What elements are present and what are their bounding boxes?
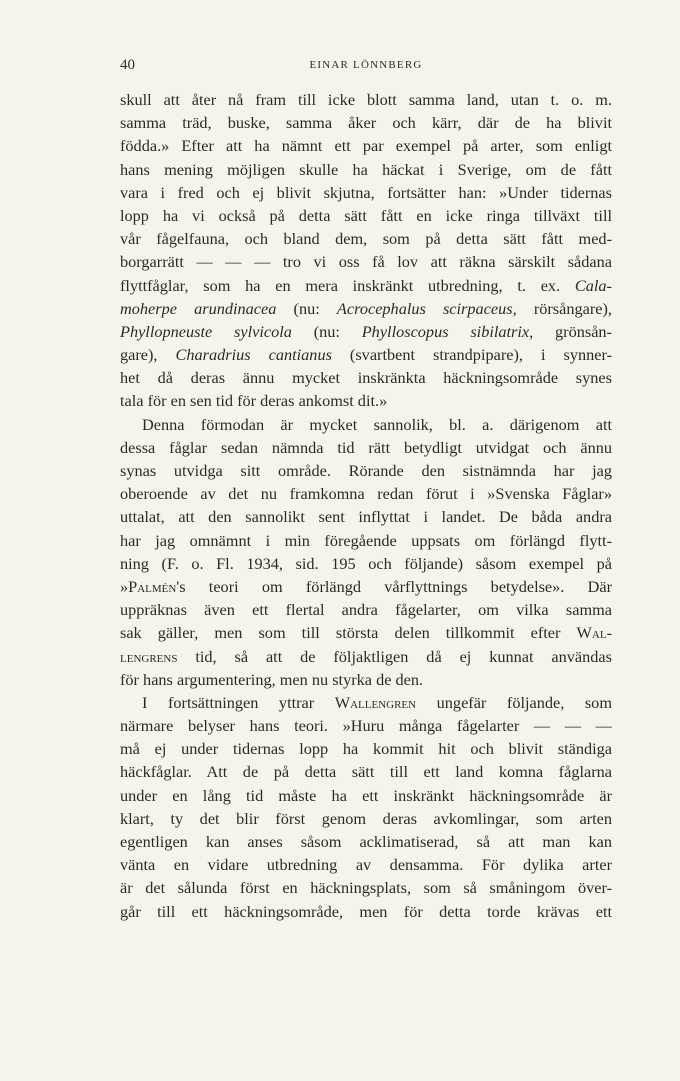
- text-line: egentligen kan anses såsom acklimatiserad, så att man kan: [120, 832, 612, 851]
- text-line: tala för en sen tid för deras ankomst dit.»: [120, 391, 388, 411]
- species-name: Charadrius cantianus: [175, 345, 332, 365]
- text-line: har jag omnämnt i min föregående uppsats om förlängd flytt-: [120, 530, 612, 550]
- body-text: [120, 88, 612, 923]
- text-run: »: [120, 576, 129, 596]
- text-line: synas utvidga sitt område. Rörande den sistnämnda har jag: [120, 461, 612, 480]
- text-line: häckfåglar. Att de på detta sätt till ett land komna fåglarna: [120, 762, 612, 782]
- text-run: (nu:: [313, 321, 340, 341]
- text-line: dessa fåglar sedan nämnda tid rätt betydligt utvidgat och ännu: [120, 437, 612, 457]
- text-line: het då deras ännu mycket inskränkta häckningsområde synes: [120, 368, 612, 388]
- author-name: Wal-: [576, 623, 612, 643]
- text-line: ning (F. o. Fl. 1934, sid. 195 och följande) såsom exempel på: [120, 553, 612, 573]
- text-line: [120, 343, 612, 366]
- text-line: [120, 274, 612, 297]
- species-name: Cala-: [574, 275, 612, 295]
- text-line: närmare belyser hans teori. »Huru många fågelarter — — —: [120, 716, 612, 736]
- text-line: [120, 621, 612, 644]
- text-run: rörsångare),: [533, 298, 612, 318]
- text-line: uttalat, att den sannolikt sent inflyttat i landet. De båda andra: [120, 507, 612, 527]
- author-name: lengrens: [120, 646, 178, 666]
- text-run: gare),: [120, 345, 158, 365]
- text-line: för hans argumentering, men nu styrka de den.: [120, 669, 424, 689]
- text-line: går till ett häckningsområde, men för detta torde krävas ett: [120, 901, 612, 921]
- page-number: 40: [120, 57, 135, 73]
- text-run: tid, så att de följaktligen då ej kunnat användas: [195, 646, 612, 666]
- text-line: hans mening möjligen skulle ha häckat i Sverige, om de fått: [120, 159, 612, 179]
- author-name: Wallengren: [334, 692, 417, 712]
- text-line: [120, 575, 612, 598]
- text-line: vår fågelfauna, och bland dem, som på detta sätt fått med-: [120, 229, 612, 249]
- text-line: borgarrätt — — — tro vi oss få lov att räkna särskilt sådana: [120, 252, 612, 272]
- species-name: Phylloscopus sibilatrix,: [361, 321, 534, 341]
- text-run: 's teori om förlängd vårflyttnings betydelse». Där: [176, 576, 612, 596]
- text-line: skull att åter nå fram till icke blott samma land, utan t. o. m.: [120, 90, 612, 109]
- text-line: vänta en vidare utbredning av densamma. För dylika arter: [120, 855, 612, 875]
- text-line: lopp ha vi också på detta sätt fått en icke ringa tillväxt till: [120, 205, 612, 225]
- running-head: EINAR LÖNNBERG: [309, 59, 423, 71]
- text-line: Denna förmodan är mycket sannolik, bl. a. därigenom att: [142, 414, 612, 434]
- species-name: Acrocephalus scirpaceus,: [336, 298, 517, 318]
- text-line: [120, 297, 612, 320]
- text-line: oberoende av det nu framkomna redan förut i »Svenska Fåglar»: [120, 484, 612, 504]
- text-line: samma träd, buske, samma åker och kärr, där de ha blivit: [120, 113, 612, 133]
- text-run: sak gäller, men som till största delen tillkommit efter: [120, 623, 561, 643]
- text-line: under en lång tid måste ha ett inskränkt häckningsområde är: [120, 785, 612, 805]
- text-line: [120, 320, 612, 343]
- text-line: [120, 645, 612, 668]
- text-run: (nu:: [293, 298, 320, 318]
- text-run: I fortsättningen yttrar: [142, 692, 315, 712]
- text-line: födda.» Efter att ha nämnt ett par exempel på arter, som enligt: [120, 136, 612, 156]
- text-run: grönsån-: [555, 321, 612, 341]
- species-name: moherpe arundinacea: [120, 298, 277, 318]
- text-line: vara i fred och ej blivit skjutna, fortsätter han: »Under tidernas: [120, 182, 612, 202]
- text-run: (svartbent strandpipare), i synner-: [349, 345, 612, 365]
- text-line: uppräknas även ett flertal andra fågelarter, om vilka samma: [120, 600, 612, 620]
- species-name: Phyllopneuste sylvicola: [120, 321, 292, 341]
- page-header: [120, 57, 612, 77]
- text-run: ungefär följande, som: [436, 692, 612, 712]
- text-run: flyttfåglar, som ha en mera inskränkt utbredning, t. ex.: [120, 275, 561, 295]
- text-line: må ej under tidernas lopp ha kommit hit och blivit ständiga: [120, 739, 612, 759]
- text-line: [120, 691, 612, 714]
- text-line: är det sålunda först en häckningsplats, som så småningom över-: [120, 878, 612, 898]
- text-line: klart, ty det blir först genom deras avkomlingar, som arten: [120, 808, 612, 828]
- author-name: Palmén: [128, 576, 177, 596]
